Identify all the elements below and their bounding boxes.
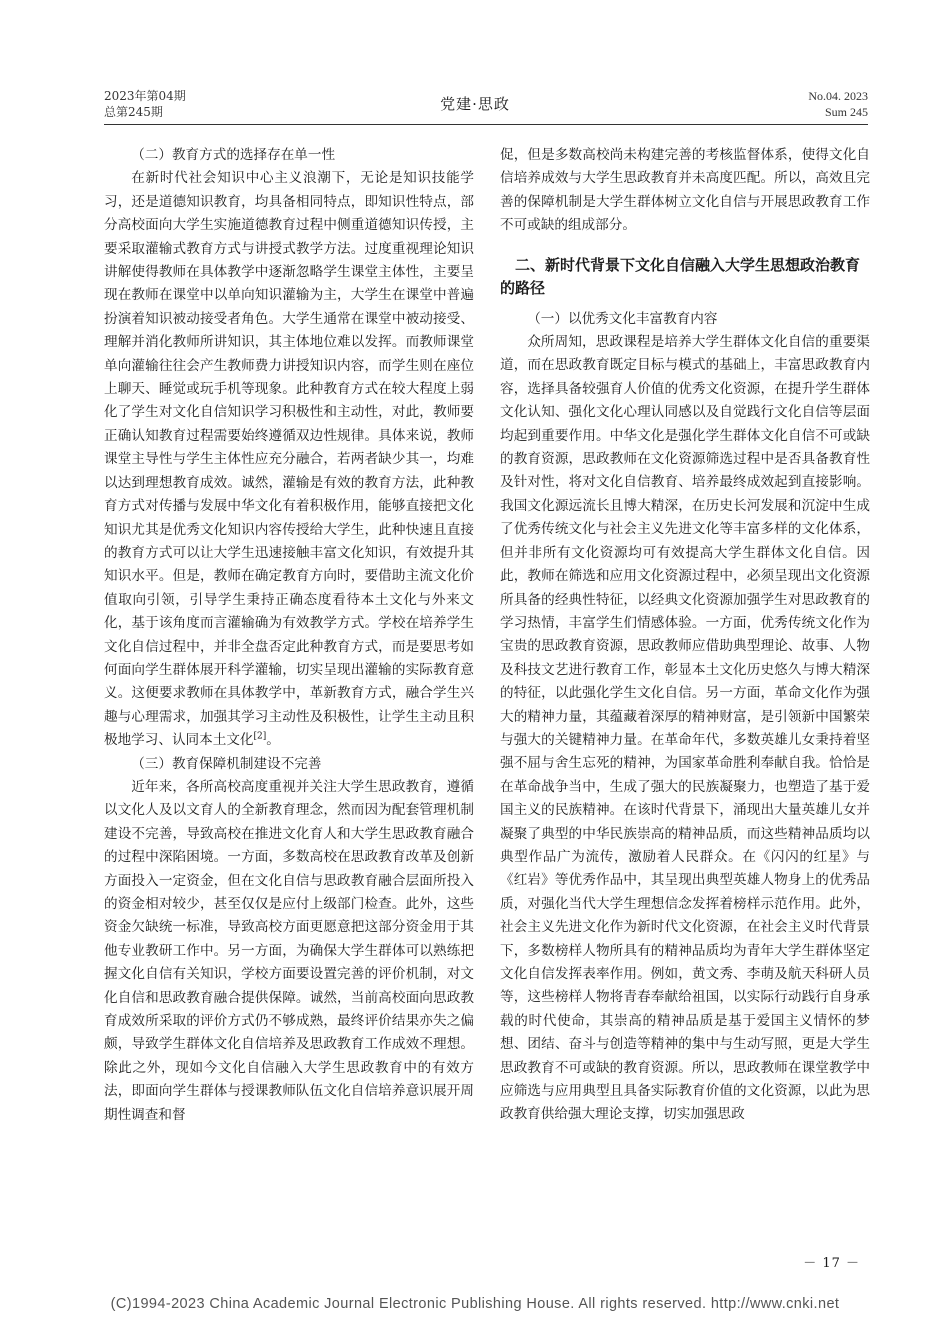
section-heading-2: 二、新时代背景下文化自信融入大学生思想政治教育的路径	[500, 255, 861, 297]
subsection-heading-3: （三）教育保障机制建设不完善	[131, 755, 322, 772]
paragraph: 众所周知，思政课程是培养大学生群体文化自信的重要渠道，而在思政教育既定目标与模式的基础上，丰富思政教育内容，选择具备较强育人价值的优秀文化资源，在提升学生群体文化认知、强化文化心理认同感以及自觉践行文化自信等层面均起到重要作用。中华文化是强化学生群体文化自信不可或缺的教育资源，思政教师在文化资源筛选过程中是否具备教育性及针对性，将对文化自信教育、培养最终成效起到直接影响。我国文化源远流长且博大精深，在历史长河发展和沉淀中生成了优秀传统文化与社会主义先进文化等丰富多样的文化体系，但并非所有文化资源均可有效提高大学生群体文化自信。因此，教师在筛选和应用文化资源过程中，必须呈现出文化资源所具备的经典性特征，以经典文化资源加强学生对思政教育的学习热情，丰富学生们情感体验。一方面，优秀传统文化作为宝贵的思政教育资源，思政教师应借助典型理论、故事、人物及科技文艺进行教育工作，彰显本土文化历史悠久与博大精深的特征，以此强化学生文化自信。另一方面，革命文化作为强大的精神力量，其蕴藏着深厚的精神财富，是引领新中国繁荣与强大的关键精神力量。在革命年代，多数英雄儿女秉持着坚强不屈与舍生忘死的精神，为国家革命胜利奉献自我。恰恰是在革命战争当中，生成了强大的民族凝聚力，也塑造了基于爱国主义的民族精神。在该时代背景下，涌现出大量英雄儿女并凝聚了典型的中华民族崇高的精神品质，而这些精神品质均以典型作品广为流传，激励着人民群众。在《闪闪的红星》与《红岩》等优秀作品中，其呈现出典型英雄人物身上的优秀品质，对强化当代大学生理想信念发挥着榜样示范作用。此外，社会主义先进文化作为新时代文化资源，在社会主义时代背景下，多数榜样人物所具有的精神品质均为青年大学生群体坚定文化自信发挥表率作用。例如，黄文秀、李萌及航天科研人员等，这些榜样人物将青春奉献给祖国，以实际行动践行自身承载的时代使命，其崇高的精神品质是基于爱国主义情怀的梦想、团结、奋斗与创造等精神的集中与生动写照，更是大学生思政教育不可或缺的教育资源。所以，思政教师在课堂教学中应筛选与应用典型且具备实际教育价值的文化资源，以此为思政教育供给强大理论支撑，切实加强思政	[500, 334, 870, 1123]
paragraph-continued: 促，但是多数高校尚未构建完善的考核监督体系，使得文化自信培养成效与大学生思政教育并未高度匹配。所以，高效且完善的保障机制是大学生群体树立文化自信与开展思政教育工作不可或缺的组成部分。	[500, 147, 870, 234]
page-number: － 17 －	[803, 1256, 860, 1271]
copyright-footer: (C)1994-2023 China Academic Journal Electronic Publishing House. All rights reserved. http://www.cnki.net	[110, 1296, 840, 1312]
citation-ref[interactable]: [2]	[253, 731, 267, 742]
paragraph: 近年来，各所高校高度重视并关注大学生思政教育，遵循以文化人及以文育人的全新教育理念，然而因为配套管理机制建设不完善，导致高校在推进文化育人和大学生思政教育融合的过程中深陷困境。一方面，多数高校在思政教育改革及创新方面投入一定资金，但在文化自信与思政教育融合层面所投入的资金相对较少，甚至仅仅是应付上级部门检查。此外，这些资金欠缺统一标准，导致高校方面更愿意把这部分资金用于其他专业教研工作中。另一方面，为确保大学生群体可以熟练把握文化自信有关知识，学校方面要设置完善的评价机制，对文化自信和思政教育融合提供保障。诚然，当前高校面向思政教育成效所采取的评价方式仍不够成熟，最终评价结果亦失之偏颇，导致学生群体文化自信培养及思政教育工作成效不理想。除此之外，现如今文化自信融入大学生思政教育中的有效方法，即面向学生群体与授课教师队伍文化自信培养意识展开周期性调查和督	[104, 778, 474, 1123]
paragraph-end: 。	[266, 732, 280, 749]
header-journal-section: 党建·思政	[440, 95, 510, 113]
right-column	[500, 144, 870, 1127]
header-total-issue: 总第245期	[104, 105, 163, 119]
left-column	[104, 144, 474, 1127]
subsection-heading-2: （二）教育方式的选择存在单一性	[131, 147, 336, 163]
header-issue-en	[808, 88, 868, 120]
paragraph-text: 在新时代社会知识中心主义浪潮下，无论是知识技能学习，还是道德知识教育，均具备相同特点，即知识性特点，部分高校面向大学生实施道德教育过程中侧重道德知识传授，主要采取灌输式教育方式与讲授式教学方法。过度重视理论知识讲解使得教师在具体教学中逐渐忽略学生课堂主体性，主要呈现在教师在课堂中以单向知识灌输为主，大学生在课堂中普遍扮演着知识被动接受者角色。大学生通常在课堂中被动接受、理解并消化教师所讲知识，其主体地位难以发挥。而教师课堂单向灌输往往会产生教师费力讲授知识内容，而学生则在座位上聊天、睡觉或玩手机等现象。此种教育方式在较大程度上弱化了学生对文化自信知识学习积极性和主动性，对此，教师要正确认知教育过程需要始终遵循双边性规律。具体来说，教师课堂主导性与学生主体性应充分融合，若两者缺少其一，均难以达到理想教育成效。诚然，灌输是有效的教育方法，此种教育方式对传播与发展中华文化有着积极作用，能够直接把文化知识尤其是优秀文化知识内容传授给大学生，此种快速且直接的教育方式可以让大学生迅速接触丰富文化知识，有效提升其知识水平。但是，教师在确定教育方向时，要借助主流文化价值取向引领，引导学生秉持正确态度看待本土文化与外来文化，基于该角度而言灌输确为有效教学方式。学校在培养学生文化自信过程中，并非全盘否定此种教育方式，而是要思考如何面向学生群体展开科学灌输，切实呈现出灌输的实际教育意义。这便要求教师在具体教学中，革新教育方式，融合学生兴趣与心理需求，加强其学习主动性及积极性，让学生主动且积极地学习、认同本土文化	[104, 170, 474, 749]
header-divider	[104, 124, 868, 125]
header-issue-number: No.04. 2023	[808, 89, 868, 103]
paragraph	[104, 167, 474, 752]
subsection-heading-1: （一）以优秀文化丰富教育内容	[527, 310, 718, 327]
header-year-issue: 2023年第04期	[104, 89, 186, 103]
header-sum-number: Sum 245	[824, 105, 868, 119]
